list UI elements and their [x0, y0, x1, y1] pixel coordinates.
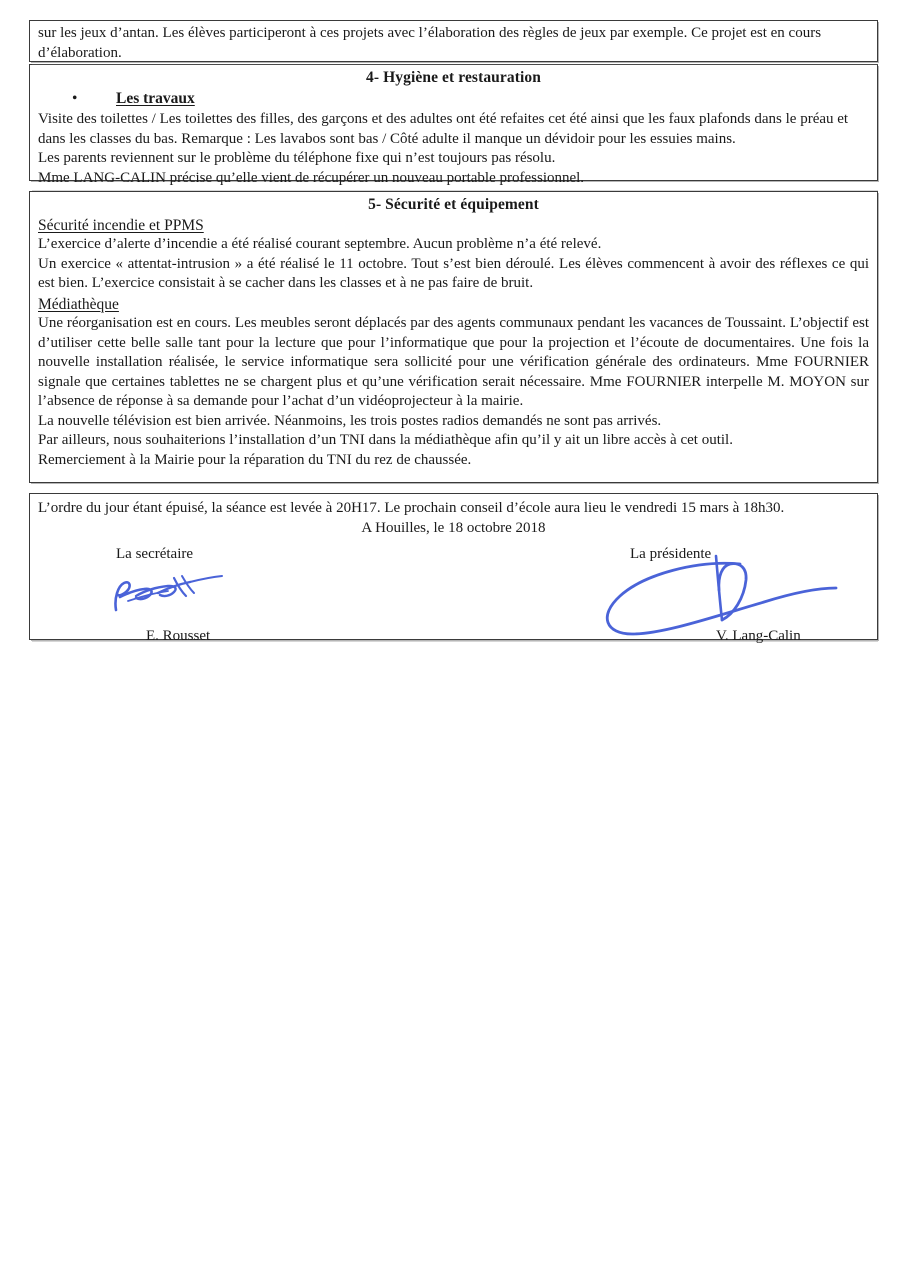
secretary-signature-icon [106, 570, 236, 618]
scan-artifact-1 [32, 64, 878, 65]
section-5-subheading-mediatheque-text: Médiathèque [38, 295, 119, 313]
section-5-heading: 5- Sécurité et équipement [368, 196, 539, 213]
continuation-line-2: d’élaboration. [38, 44, 122, 61]
secretary-title: La secrétaire [116, 546, 194, 562]
section-5-subheading-mediatheque [38, 295, 869, 314]
section-5-mediatheque-paragraph-3: Par ailleurs, nous souhaiterions l’installation d’un TNI dans la médiathèque afin qu’il y ait un libre accès à cet outil. [38, 432, 733, 449]
president-name: V. Lang-Calin [716, 628, 801, 644]
president-signature-icon [558, 550, 858, 646]
section-4-paragraph-2: Les parents reviennent sur le problème du téléphone fixe qui n’est toujours pas résolu. [38, 150, 556, 167]
section-5-mediatheque-paragraph-4: Remerciement à la Mairie pour la réparation du TNI du rez de chaussée. [38, 451, 472, 468]
scan-artifact-3 [32, 641, 878, 642]
bullet-icon: • [72, 89, 78, 107]
section-4-heading: 4- Hygiène et restauration [366, 69, 541, 86]
section-5-securite-paragraph-2: Un exercice « attentat-intrusion » a été réalisé le 11 octobre. Tout s’est bien déroulé. Les élèves commencent à avoir des réflexes ce qui est bien. L’exercice consistait à se cacher dans les classes et à ne pas faire de bruit. [38, 255, 869, 292]
place-date-line: A Houilles, le 18 octobre 2018 [361, 519, 546, 536]
section-5-subheading-securite-text: Sécurité incendie et PPMS [38, 216, 204, 234]
president-title: La présidente [630, 546, 712, 562]
signature-row [38, 544, 869, 656]
section-4-bullet-label: Les travaux [116, 89, 195, 107]
section-4-paragraph-1: Visite des toilettes / Les toilettes des filles, des garçons et des adultes ont été refaites cet été ainsi que les faux plafonds dans le préau et dans les classes du bas. Remarque : Les lavabos sont bas / Côté adulte il manque un dévidoir pour les essuies mains. [38, 111, 849, 147]
continuation-block [29, 20, 878, 62]
section-4-bullet-row [38, 90, 869, 109]
section-5-mediatheque-paragraph-1: Une réorganisation est en cours. Les meubles seront déplacés par des agents communaux pendant les vacances de Toussaint. L’objectif est d’utiliser cette belle salle tant pour la lecture que pour l’informatique que pour la projection et l’écoute de documentaires. Une fois la nouvelle installation réalisée, le service informatique sera sollicité pour une vérification générale des ordinateurs. Mme FOURNIER signale que certaines tablettes ne se chargent plus et qu’une vérification serait nécessaire. Mme FOURNIER interpelle M. MOYON sur l’absence de réponse à sa demande pour l’achat d’un vidéoprojecteur à la mairie. [38, 315, 869, 410]
section-5-securite-paragraph-1: L’exercice d’alerte d’incendie a été réalisé courant septembre. Aucun problème n’a été relevé. [38, 236, 602, 253]
section-4-paragraph-3: Mme LANG-CALIN précise qu’elle vient de récupérer un nouveau portable professionnel. [38, 169, 585, 186]
adjournment-line: L’ordre du jour étant épuisé, la séance est levée à 20H17. Le prochain conseil d’école aura lieu le vendredi 15 mars à 18h30. [38, 500, 785, 516]
section-5-subheading-securite [38, 216, 869, 235]
section-5-block [29, 191, 878, 483]
section-5-mediatheque-paragraph-2: La nouvelle télévision est bien arrivée. Néanmoins, les trois postes radios demandés ne sont pas arrivés. [38, 412, 662, 429]
secretary-name: E. Rousset [146, 628, 211, 644]
scan-artifact-2 [32, 190, 878, 191]
continuation-line-1: sur les jeux d’antan. Les élèves participeront à ces projets avec l’élaboration des règles de jeux par exemple. Ce projet est en cours [38, 25, 822, 41]
section-4-block [29, 64, 878, 186]
closing-block [29, 493, 878, 644]
